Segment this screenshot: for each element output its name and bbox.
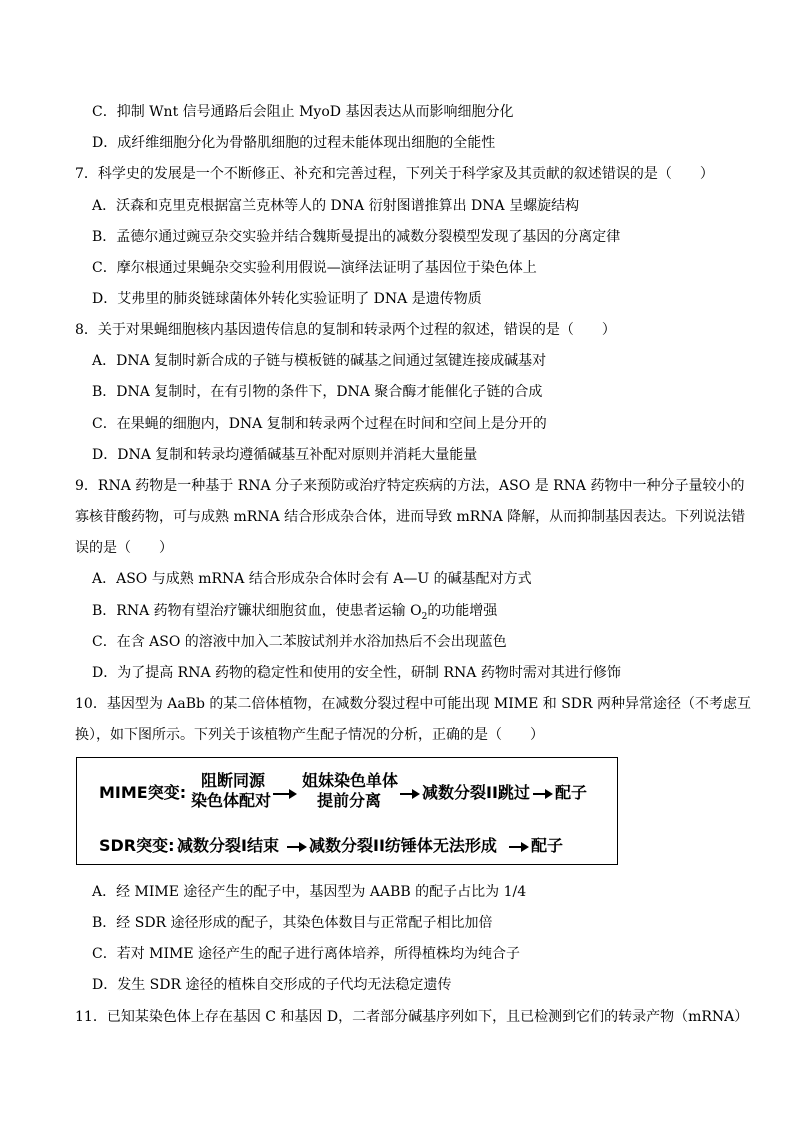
question-8-stem: 8．关于对果蝇细胞核内基因遗传信息的复制和转录两个过程的叙述，错误的是（ ）: [75, 322, 616, 338]
question-9-option-b: [92, 601, 497, 621]
question-9-stem-line-2: 寡核苷酸药物，可与成熟 mRNA 结合形成杂合体，进而导致 mRNA 降解，从而抑制基因表达。下列说法错: [75, 509, 746, 525]
question-7-option-d: D．艾弗里的肺炎链球菌体外转化实验证明了 DNA 是遗传物质: [92, 291, 482, 307]
question-8-option-c: C．在果蝇的细胞内，DNA 复制和转录两个过程在时间和空间上是分开的: [92, 416, 547, 432]
arrow-icon: [533, 793, 551, 795]
question-9-option-b-text-1: B．RNA 药物有望治疗镰状细胞贫血，使患者运输 O: [92, 603, 422, 619]
question-9-option-a: A．ASO 与成熟 mRNA 结合形成杂合体时会有 A—U 的碱基配对方式: [92, 571, 532, 587]
question-10-stem-line-2: 换），如下图所示。下列关于该植物产生配子情况的分析，正确的是（ ）: [75, 727, 544, 743]
mime-label: MIME突变:: [99, 783, 187, 802]
mime-step-block-pairing-top: 阻断同源: [201, 771, 266, 790]
sdr-step-gamete: 配子: [531, 836, 564, 855]
question-7-option-b: B．孟德尔通过豌豆杂交实验并结合魏斯曼提出的减数分裂模型发现了基因的分离定律: [92, 229, 621, 245]
question-9-stem-line-1: 9．RNA 药物是一种基于 RNA 分子来预防或治疗特定疾病的方法，ASO 是 RNA 药物中一种分子量较小的: [75, 478, 745, 494]
question-10-option-c: C．若对 MIME 途径产生的配子进行离体培养，所得植株均为纯合子: [92, 946, 521, 962]
question-6-option-c: C．抑制 Wnt 信号通路后会阻止 MyoD 基因表达从而影响细胞分化: [92, 104, 514, 120]
question-10-option-d: D．发生 SDR 途径的植株自交形成的子代均无法稳定遗传: [92, 977, 452, 993]
pathway-diagram: [76, 757, 618, 865]
question-8-option-d: D．DNA 复制和转录均遵循碱基互补配对原则并消耗大量能量: [92, 447, 478, 463]
sdr-step-spindle-failure: 减数分裂II纺锤体无法形成: [309, 836, 497, 855]
question-9-option-d: D．为了提高 RNA 药物的稳定性和使用的安全性，研制 RNA 药物时需对其进行修饰: [92, 665, 621, 681]
question-11-stem: 11．已知某染色体上存在基因 C 和基因 D，二者部分碱基序列如下，且已检测到它们的转录产物（mRNA）: [75, 1009, 749, 1025]
question-7-stem: 7．科学史的发展是一个不断修正、补充和完善过程，下列关于科学家及其贡献的叙述错误的是（ ）: [75, 166, 714, 182]
arrow-icon: [400, 793, 418, 795]
question-10-stem-line-1: 10．基因型为 AaBb 的某二倍体植物，在减数分裂过程中可能出现 MIME 和 SDR 两种异常途径（不考虑互: [75, 696, 751, 712]
mime-step-block-pairing-bottom: 染色体配对: [191, 791, 272, 810]
question-8-option-a: A．DNA 复制时新合成的子链与模板链的碱基之间通过氢键连接成碱基对: [92, 353, 547, 369]
mime-step-skip-meiosis-ii: 减数分裂II跳过: [422, 783, 530, 802]
question-8-option-b: B．DNA 复制时，在有引物的条件下，DNA 聚合酶才能催化子链的合成: [92, 384, 543, 400]
question-9-option-b-text-2: 的功能增强: [427, 603, 498, 619]
question-7-option-c: C．摩尔根通过果蝇杂交实验利用假说—演绎法证明了基因位于染色体上: [92, 260, 537, 276]
question-9-stem-line-3: 误的是（ ）: [75, 540, 173, 556]
sdr-step-meiosis-i-end: 减数分裂I结束: [177, 836, 279, 855]
mime-step-sister-separation-top: 姐妹染色单体: [302, 771, 399, 790]
arrow-icon: [509, 846, 527, 848]
question-7-option-a: A．沃森和克里克根据富兰克林等人的 DNA 衍射图谱推算出 DNA 呈螺旋结构: [92, 198, 580, 214]
question-9-option-c: C．在含 ASO 的溶液中加入二苯胺试剂并水浴加热后不会出现蓝色: [92, 634, 507, 650]
arrow-icon: [287, 846, 305, 848]
oxygen-subscript: 2: [421, 611, 428, 622]
sdr-label: SDR突变:: [99, 836, 175, 855]
mime-step-sister-separation-bottom: 提前分离: [317, 791, 382, 810]
question-6-option-d: D．成纤维细胞分化为骨骼肌细胞的过程未能体现出细胞的全能性: [92, 135, 496, 151]
arrow-icon: [273, 793, 295, 795]
question-10-option-a: A．经 MIME 途径产生的配子中，基因型为 AABB 的配子占比为 1/4: [92, 884, 527, 900]
mime-step-gamete: 配子: [555, 783, 588, 802]
question-10-option-b: B．经 SDR 途径形成的配子，其染色体数目与正常配子相比加倍: [92, 915, 493, 931]
